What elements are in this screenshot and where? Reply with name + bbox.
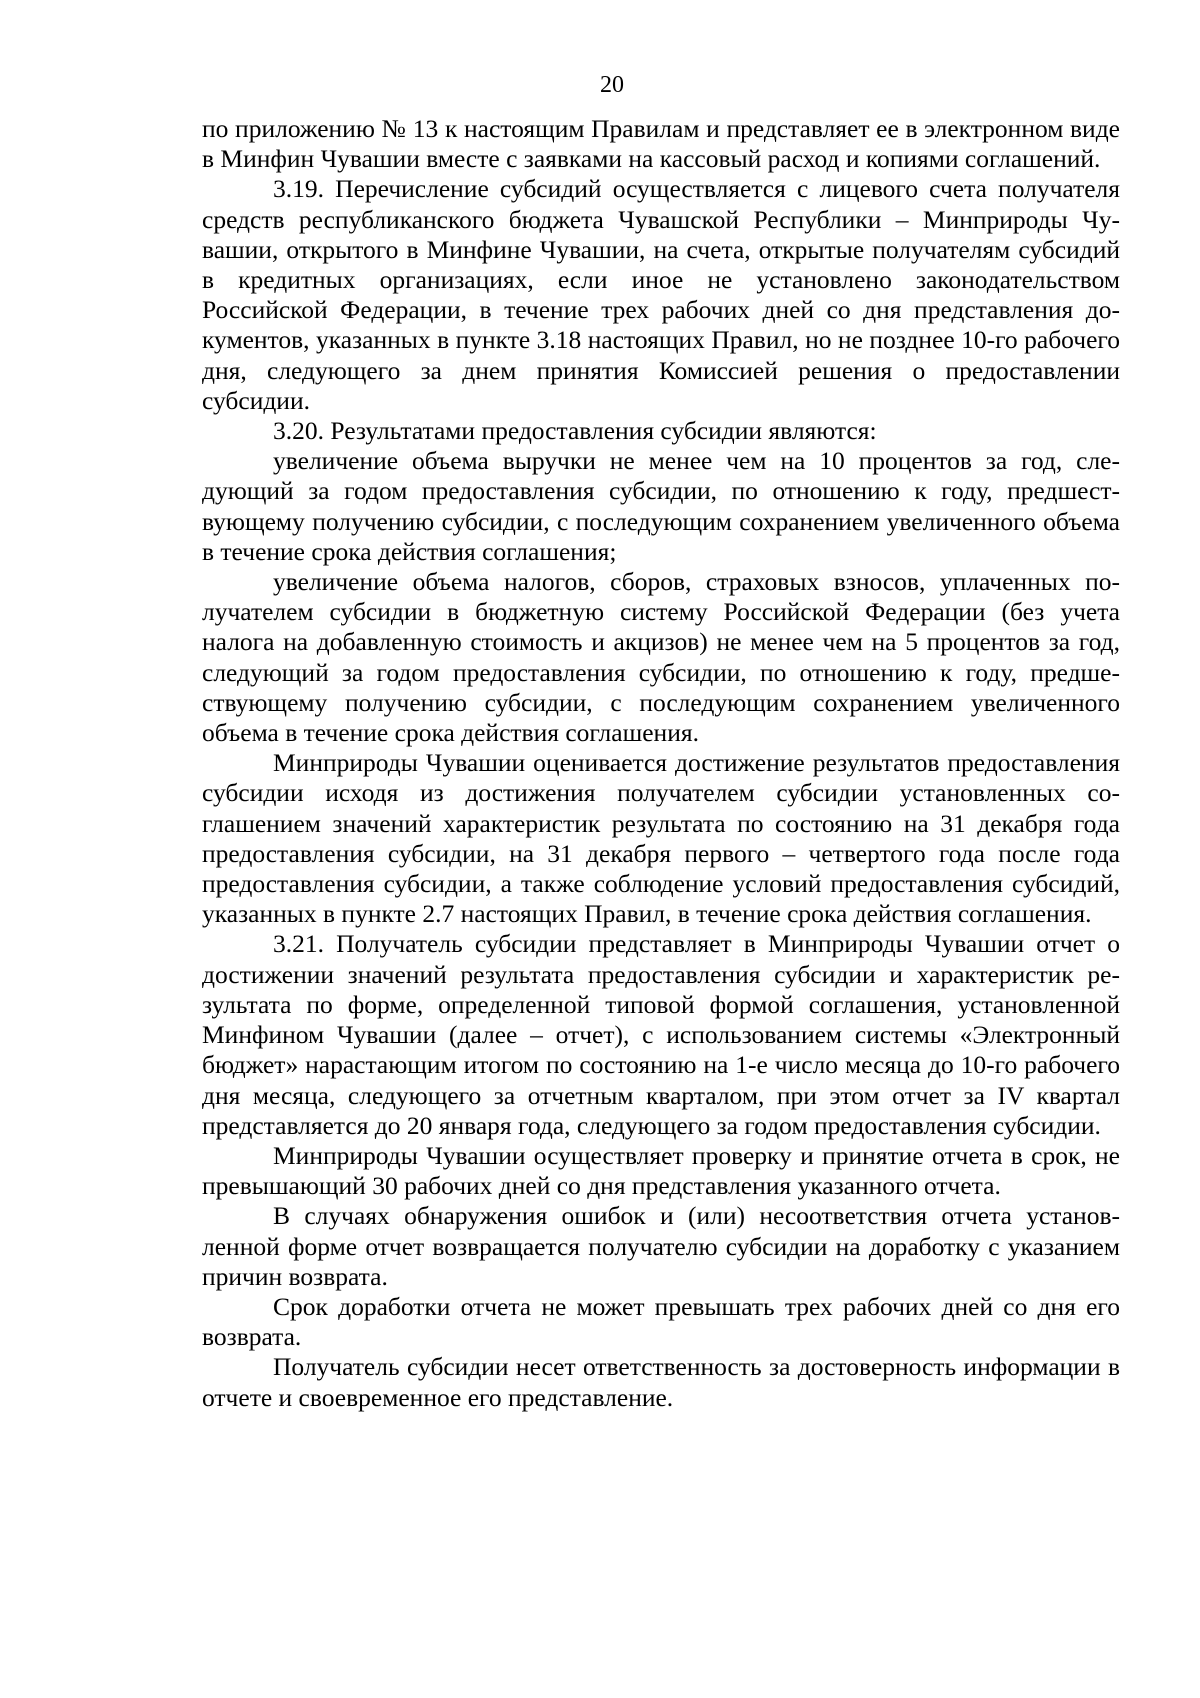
document-body	[202, 114, 1120, 1413]
paragraph-result-taxes: увеличение объема налогов, сборов, страховых взносов, уплаченных получателем субсидии в бюджетную систему Российской Федерации (без учета налога на добавленную стоимость и акцизов) не менее чем на 5 процентов за год, следующий за годом предоставления субсидии, по отношению к году, предшествующему получению субсидии, с последующим сохранением увеличенного объема в течение срока действия соглашения.	[202, 567, 1120, 748]
paragraph-result-revenue: увеличение объема выручки не менее чем на 10 процентов за год, следующий за годом предоставления субсидии, по отношению к году, предшествующему получению субсидии, с последующим сохранением увеличенного объема в течение срока действия соглашения;	[202, 446, 1120, 566]
paragraph-report-check: Минприроды Чувашии осуществляет проверку и принятие отчета в срок, не превышающий 30 рабочих дней со дня представления указанного отчета.	[202, 1140, 1120, 1201]
paragraph-responsibility: Получатель субсидии несет ответственность за достоверность информации в отчете и своевременное его представление.	[202, 1352, 1120, 1412]
paragraph-3-20: 3.20. Результатами предоставления субсидии являются:	[273, 416, 877, 446]
paragraph-report-errors: В случаях обнаружения ошибок и (или) несоответствия отчета установленной форме отчет возвращается получателю субсидии на доработку с указанием причин возврата.	[202, 1201, 1120, 1291]
paragraph-3-19: 3.19. Перечисление субсидий осуществляется с лицевого счета получателя средств республиканского бюджета Чувашской Республики – Минприроды Чувашии, открытого в Минфине Чувашии, на счета, открытые получателям субсидий в кредитных организациях, если иное не установлено законодательством Российской Федерации, в течение трех рабочих дней со дня представления документов, указанных в пункте 3.18 настоящих Правил, но не позднее 10-го рабочего дня, следующего за днем принятия Комиссией решения о предоставлении субсидии.	[202, 174, 1120, 415]
paragraph-rework-term: Срок доработки отчета не может превышать трех рабочих дней со дня его возврата.	[202, 1291, 1120, 1352]
paragraph-3-21: 3.21. Получатель субсидии представляет в Минприроды Чувашии отчет о достижении значений результата предоставления субсидии и характеристик результата по форме, определенной типовой формой соглашения, установленной Минфином Чувашии (далее – отчет), с использованием системы «Электронный бюджет» нарастающим итогом по состоянию на 1-е число месяца до 10-го рабочего дня месяца, следующего за отчетным кварталом, при этом отчет за IV квартал представляется до 20 января года, следующего за годом предоставления субсидии.	[202, 929, 1120, 1140]
paragraph-continuation: по приложению № 13 к настоящим Правилам и представляет ее в электронном виде в Минфин Чувашии вместе с заявками на кассовый расход и копиями соглашений.	[202, 114, 1120, 174]
paragraph-evaluation: Минприроды Чувашии оценивается достижение результатов предоставления субсидии исходя из достижения получателем субсидии установленных соглашением значений характеристик результата по состоянию на 31 декабря года предоставления субсидии, на 31 декабря первого – четвертого года после года предоставления субсидии, а также соблюдение условий предоставления субсидий, указанных в пункте 2.7 настоящих Правил, в течение срока действия соглашения.	[202, 748, 1120, 929]
page-number: 20	[600, 72, 624, 98]
